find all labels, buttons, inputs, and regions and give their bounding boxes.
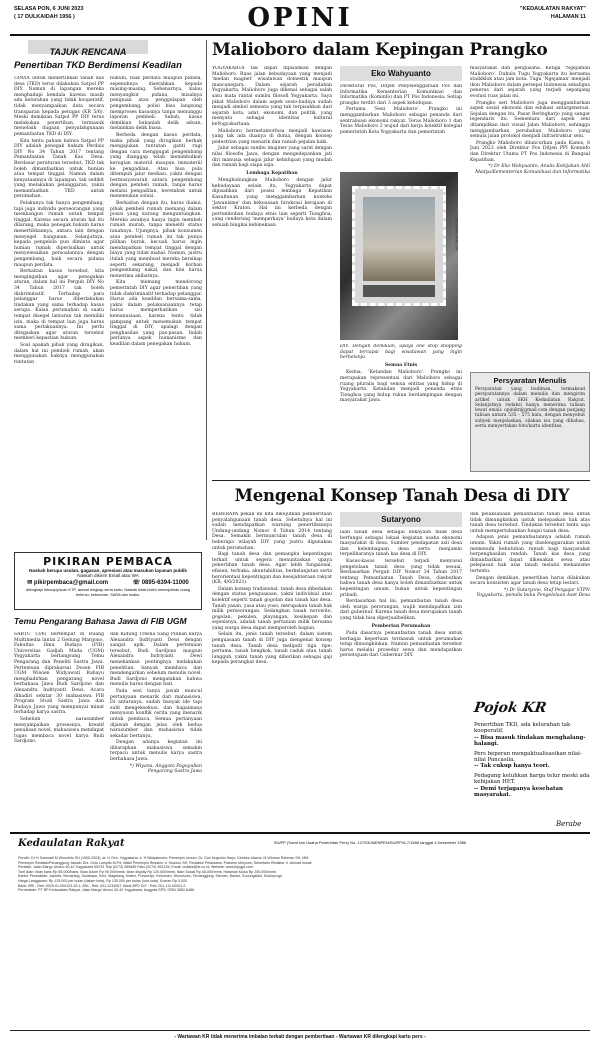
paragraph: BEBERAPA pekan ini kita dikejutkan pemberitaan penyalahgunaan tanah desa. Sebetulnya hal ini sudah mendapatkan warning penertibannya Undang-undang Nomor 6 Tahun 2014 tentang Desa. Semakin bermunculan tanah desa di beberapa wilayah DIY yang justru digunakan untuk perumahan. — [212, 512, 332, 551]
paragraph: Malioboro bermetamorfosa menjadi kawasan yang tak ada duanya di dunia, dengan konsep pedestrian yang menarik dan ramah pejalan kaki. — [212, 128, 332, 145]
masthead-rule — [10, 832, 590, 834]
paragraph: Jalur sebagai sumbu imajiner yang sarat dengan nilai filosofis Jawa, dengan mengedepankan jati diri manusia sebagai jalur kehidupan yang mudah dan ramah bagi siapa saja. — [212, 146, 332, 169]
tajuk-col-2 — [110, 76, 202, 546]
masthead-line: Tarif Iklan: Iklan baris Rp 55.000/baris; Iklan kolom Rp 90.000/mmk; Iklan display Rp 125.000/mmk; Iklan Sosial Rp 45.000/mmk; Halaman Muka Rp 250.000/mmk — [18, 869, 277, 874]
paragraph: Selain itu, jenis tanah tersebut, dalam sistem penguasaan tanah di DIY juga mengenal konsep tanah desa. Tanah desa meliputi tiga tipe: pertama, tanah bengkok, tanah caduk atau tanah lungguh, yakni tanah yang diberikan sebagai gaji kepada perangkat desa. — [212, 632, 332, 666]
photo-caption: DIY. Dengan demikian, upaya one stop shopping dapat tercapai bagi wisatawan yang ingin berbelanja. — [340, 344, 462, 361]
paragraph: Berkaitan dengan itu, harus diakui, pihak pembeli rumah memang dalam posisi yang kurang menguntungkan. Mereka awalnya hanya ingin membeli rumah murah, tanpa meneliti status tanahnya. Ujungnya, pihak konsumen atau pembeli rumah ini tak punya pilihan buruk, kecuali harus ingin mendapatkan tempat tinggal dengan biaya yang tidak mahal. Namun, justru itulah yang membuat mereka bersikap seperti sekarang, menjadi korban pengembang nakal, dan kini harus menerima akibatnya. — [110, 201, 202, 279]
tajuk-col-1 — [14, 76, 104, 546]
masthead-siupp: SIUPP (Surat Izin Usaha Penerbitan Pers) No. 127/SK/MENPEN/SIUPP/A.7/1986 tanggal 4 Desember 1986 — [273, 840, 467, 845]
mengenal-headline: Mengenal Konsep Tanah Desa di DIY — [234, 486, 570, 505]
paragraph: UPAYA untuk menertibkan tanah kas desa (TKD) terus dilakukan Satpol PP DIY. Namun di lapangan mereka menghadapi kendala karena masih ada kelurahan yang tidak kooperatif, tidak menyampaikan data secara transparan kepada petugas (KR 5/6). Meski demikian Satpol PP DIY terus melakukan penertiban, termasuk menelisik dugaan penyalahgunaan pemanfaatan TKD di DIY. — [14, 76, 104, 137]
pojok-item-reply: -- Demi terjaganya kesehatan masyarakat. — [474, 785, 563, 799]
pojok-signature: Berabe — [556, 820, 582, 828]
persyaratan-text: Persyaratan yang budiman, termaksud persyaratannya dalam menulis dan mengirim artikel untuk SKH Kedaulatan Rakyat. Selanjutnya redaksi hanya menerima tulisan lewat email: opinikr@gmail.com dengan panjang tulisan antara 535 - 575 kata, dengan menyebut subyek menjelaskan, silakan isu yang dibahas, serta menyertakan foto/kartu identitas. — [475, 387, 585, 430]
malioboro-signoff: *) Dr Eko Wahyuanto, Analis Kebijakan Ahli Madya/Kementerian Komunikasi dan Informatika — [475, 164, 590, 175]
masthead-line: Percetakan: PT BP Kedaulatan Rakyat, Jalan Margo Utomo 40-42 Yogyakarta; Anggota SPS; ISSN 0852-6486 — [18, 888, 195, 893]
paragraph: Pelakunya tak hanya pengembang, tapi juga individu perseorangan yang membangun rumah untuk tempat tinggal. Karena secara aturan hal itu dilarang, maka penegak hukum harus menertibkannya, antara lain dengan menyegel bangunan. Selanjutnya, kepada pengelola pun diminta agar hunian rumah diperisalkan untuk menyelesaikan persoalannya dengan pengembang, baik secara pidana maupun perdata. — [14, 201, 104, 268]
paragraph: Pada sesi tanya jawab muncul pertanyaan menarik dari mahasiswa. Di antaranya, sudah banyak ide tapi sulit mengeksekusi, dan bagaimana menyusun konflik cerita yang menarik untuk pembaca. Semua pertanyaan dijawab dengan jelas oleh kedua narasumber dan mahasiswa tidak sekadar bertanya. — [110, 688, 202, 739]
mengenal-col-c — [470, 512, 590, 692]
paragraph: Direktorat Pos, Ditjen Penyelenggaraan Pos dan Informatika Kementerian Komunikasi dan Informatika (Kominfo) dan PT Pos Indonesia. Setiap prangko terdiri dari 3 aspek kehidupan. — [340, 84, 462, 106]
fib-col-1 — [14, 632, 104, 822]
paragraph: dan Kidung Tresna Sang Pilihan karya Alexandra Indriyanti Dewi dengan sangat apik. Dalam pertemuan tersebut, Budi Sardjono maupun Alexandra Indriyanti Dewi menekankan pentingnya melakukan penelitian, banyak membaca dan mendengarkan sebelum menulis novel. Budi Sardjono mengatakan bahwa menulis harus dengan hati. — [110, 632, 202, 688]
pojok-item-reply: -- Bisa masuk tindakan menghalang-halangi. — [474, 734, 586, 748]
pojok-title: Pojok KR — [472, 700, 548, 716]
tajuk-label-text: TAJUK RENCANA — [49, 47, 127, 57]
section-rule — [212, 480, 590, 481]
masthead-body — [18, 856, 588, 893]
pikiran-whatsapp[interactable]: ☏ 0895-6394-11000 — [132, 580, 189, 586]
mengenal-col-a — [212, 512, 332, 827]
masthead-line: Kantor Perwakilan: Jakarta, Semarang, Surabaya, Solo, Magelang, Klaten, Purworejo, Kebumen, Wonosobo, Temanggung, Sleman, Bantul, Gunungkidul, Kulonprogo — [18, 874, 283, 879]
paragraph: Menghubungkan Malioboro dengan jalur kebudayaan selain itu, Yogyakarta dapat dipisahkan dari posisi lembaga Kepatihan Kasultanan yang menggambarkan konteks 'Jawanisme' dan kekuasaan birokrasi kerajaan di sektor Kraton. Hal ini kerbeda dengan pertumbuhan budaya etnis lain seperti Tionghoa, yang cenderung 'memperkaya' budaya kota dalam sebuah bingkai kebinekaan. — [212, 178, 332, 229]
malioboro-col-b-bottom — [340, 344, 462, 474]
fib-headline: Temu Pengarang Bahasa Jawa di FIB UGM — [14, 616, 187, 626]
pikiran-email[interactable]: ✉ pikirpembaca@gmail.com — [27, 580, 109, 586]
paragraph: Berkaitan kasus tersebut, kita mengingatkan agar penegakan aturan, dalam hal ini Pergub DIY No 34 Tahun 2017 tak boleh diskriminatif. Terhadap para pelanggar harus diberlakukan tindakan yang sama terhadap kasus serupa. Kalau perumahan di suatu tempat disegel lantaran tak memiliki izin, maka di tempat lain juga harus sama perlakuannya. Ini perlu ditegaskan agar aturan tersebut memberi kepastian hukum. — [14, 269, 104, 342]
masthead-line: Harga Langganan: Rp 125.000 per bulan (dalam kota), Rp 135.000 per bulan (luar kota). Eceran Rp 5.000 — [18, 878, 188, 883]
fib-col-2 — [110, 632, 202, 822]
section-title: OPINI — [247, 3, 353, 33]
pikiran-pembaca-send: Naskah dikirim Email atau WA — [77, 573, 139, 578]
paragraph: Bagi tanah desa dan pemangku kepentingan terkait untuk segera menuntaskan upaya penertiban tanah desa. Agar lebih fungsional, efisien, terbuka, akuntabilitas, berkelanjutan serta berorientasi kepentingan dan kesejahteraan rakyat (KR, 4/6/2023). — [212, 552, 332, 586]
malioboro-author: Eko Wahyuanto — [340, 66, 462, 81]
paragraph: Berbeda dengan kasus perdata, maka pihak yang dirugikan berhak mengajukan tuntutan ganti rugi dengan cara menggugat pengembang yang dianggap telah menimbulkan kerugian materiil maupun immateriil ke pengadilan. Atau bisa pula ditempuh jalur mediasi, yakni dengan bermusyawarah antara pengembang dengan pembeli rumah, tanpa harus melalui pengadilan, berembuk untuk menemukan solusi. — [110, 132, 202, 200]
pojok-item: Penertiban TKD, ada kelurahan tak kooperatif. — [474, 722, 571, 735]
subheading-semua-etnis: Semua Etnis — [384, 362, 418, 368]
paragraph: Prangko seri Malioboro juga menggambarkan aspek sosial ekonomi dan edukasi antargenerasi. Sejalan dengan itu, Pasar Beringharjo yang sangat legendaris itu. Sementara dari aspek seni ditampilkan dari visual Jalan Malioboro, sehingga menggambarkan perubahan Malioboro yang semula jalan protokol menjadi infrastruktur seni. — [470, 100, 590, 140]
header-hijri: ( 17 DULKAIDAH 1956 ) — [14, 14, 75, 20]
paragraph: Kita memang mendorong pemerintah DIY agar penertiban yang tidak diskriminatif terhadap pelanggar. Harus ada keadilan bersama-sama, yakni dalam pelaksanaannya tetap harus memperhatikan sisi kemanusiaan, karena tentu tidak gampang untuk menemukan tempat tinggal di DIY, apalagi dengan penghasilan yang pas-pasan. Inilah perlunya aspek humanisme dan keadilan dalam penegakan hukum. — [110, 280, 202, 347]
header-paper-name: "KEDAULATAN RAKYAT" — [519, 6, 586, 12]
persyaratan-box — [470, 372, 590, 472]
malioboro-col-a — [212, 66, 332, 476]
paragraph: Adapun jenis pemanfaatannya adalah rumah umum. Yakni rumah yang diselenggarakan untuk memenuhi kebutuhan rumah bagi masyarakat berpenghasilan rendah. Tanah kas desa yang dimanfaatkan dapat dikenakan sewa atau pelepasan hak atas tanah melalui mekanisme tertentu. — [470, 535, 590, 574]
mengenal-col-b — [340, 530, 462, 827]
pikiran-pembaca-terms: dilengkapi fotocopy/scan KTP, alamat lengkap serta kartu. Naskah tidak boleh memojokkan orang tertentu, kebencian, SARA dan hoaks. — [25, 588, 191, 597]
pojok-item: Pedagang keluhkan harga telur meski ada kebijakan HET. — [474, 772, 590, 786]
pojok-list — [474, 722, 590, 798]
footer-notice: - Wartawan KR tidak menerima imbalan terkait dengan pemberitaan - Wartawan KR dilengkapi kartu pers - — [174, 1034, 426, 1040]
stamp-photo — [340, 172, 458, 340]
header-page-number: HALAMAN 11 — [550, 14, 586, 20]
malioboro-col-b-top — [340, 84, 462, 170]
paragraph: dan pelaksanaan pemanfaatan tanah desa untuk tidak dimungkinkan untuk melepaskan hak atas tanah desa tersebut. Tindakan tersebut tentu saja untuk mempertahankan fungsi tanah desa. — [470, 512, 590, 534]
paragraph: Dengan demikian, penertiban harus dilakukan secara konsisten agar tanah desa tetap lestari. — [470, 575, 590, 587]
pikiran-pembaca-intro: Naskah berupa usulan, gagasan, apresiasi atau masukan layanan publik — [29, 568, 187, 573]
paragraph: Dengan adanya kegiatan ini diharapkan mahasiswa semakin terpacu untuk menulis karya sastra berbahasa Jawa. — [110, 740, 202, 763]
paragraph: Kasus-kasus tersebut terjadi menyusul pengelolaan tanah desa yang tidak sesuai. Berdasarkan Pergub DIY Nomor 34 Tahun 2017 tentang Pemanfaatan Tanah Desa, disebutkan bahwa tanah desa hanya boleh dimanfaatkan untuk kepentingan umum, bukan untuk kepentingan pribadi. — [340, 558, 462, 598]
paragraph: Dalam konsep tradisional, tanah desa dibedakan dengan status penguasaan, yakni individual atau kolektif seperti tanah gogolan dan tanah kas desa. Tanah yasan, yasa atau yoso, merupakan tanah hak milik perseorangan. Sedangkan tanah norowito, gogolan, pekulen, playangan, kesikepan dan sejenisnya, adalah tanah pertanian milik bersama yang warga desa dapat memperoleh bagian. — [212, 586, 332, 631]
pikiran-pembaca-box — [14, 552, 202, 610]
paragraph: Soal apakah pihak yang dirugikan, dalam hal ini pembeli rumah, akan menggunakan haknya menggunakan tuntutan — [14, 342, 104, 365]
paragraph: laan tanah desa sebagai kekayaan milik desa berfungsi sebagai lokasi kegiatan usaha ekonomi masyarakat di desa. Sumber pendapatan asli desa dan kelembagaan desa serta menjamin terpeliharanya tanah kas desa di DIY. — [340, 530, 462, 558]
persyaratan-title: Persyaratan Menulis — [493, 376, 567, 385]
paragraph: masyarakat dan pengusaha. Ketiga 'Ngejaman Malioboro'. Dahulu Tugu Yogyakarta itu bernama stadsklok atau jam kota. Tugu 'Ngejaman' menjadi ikon Malioboro dalam persepsi Indonesia sekaligus penerus dari sejarah yang terjadi sepanjang evolusi ruas jalan ini. — [470, 66, 590, 99]
header-rule — [10, 34, 590, 36]
photo-credit: KR-JAYU SANTOSO — [455, 217, 459, 250]
masthead-line: Pendiri: Dr H Soemadi M Wonohito SH (1905-2003); dr. H Gen. Yogyakarta; Ir. H Widyatmoko; Pemimpin Umum: Dr. Gun Nugroho Harjo; Direktur Utama: M Wirman Rahman SH, MM — [18, 856, 309, 860]
paragraph: Kedua, 'Ketandan Malioboro'. Prangko ini merupakan representasi dari Malioboro sebagai ruang pluralis bagi semua entitas yang hidup di Yogyakarta. Ketandan menjadi penanda etnis Tionghoa yang hidup rukun berdampingan dengan masyarakat Jawa. — [340, 370, 462, 404]
tajuk-label — [28, 40, 148, 57]
masthead-line: Pemimpin Redaksi/Penanggung Jawab: Drs. Octo Lampito M.Pd; Wakil Pemimpin Redaksi: Ir. Hudono SH; Redaktur Pelaksana: Pratomo Mulyono; Sekretaris Redaksi: Ir. Ahmad Ismail — [18, 860, 312, 865]
paragraph: YOGYAKARTA tak dapat dipisahkan dengan Malioboro. Ruas jalan kebudayaan yang menjadi 'medan magnet' wisatawan domestik maupun mancanegara. Dalam sejarah peradaban Yogyakarta, Malioboro juga dikenal sebagai salah satu mata rantai sumbu filosofi Yogyakarta. Saya pikat Malioboro dalam aspek sosio-budaya sudah menjadi simbol semesta yang tak terpisahkan dari sejarah kota, adat, ekonomi, dan politik, yang menyatu sebagai identitas kultural keYogyakartaan. — [212, 66, 332, 127]
column-divider — [206, 40, 207, 540]
pikiran-pembaca-title: PIKIRAN PEMBACA — [43, 555, 173, 568]
paragraph: Prangko Malioboro diluncurkan pada Kamis, 8 Juni 2023 oleh Direktur Pos Ditjen PPI Kominfo dan Direktur Utama PT Pos Indonesia di Bangsal Kepatihan. — [470, 140, 590, 163]
pojok-item: Pers beperan mengaktualisasikan nilai-nilai Pancasila. — [474, 750, 582, 764]
subheading-perumahan: Pemberian Perumahan — [371, 623, 431, 629]
footer-rule — [10, 1030, 590, 1031]
header-date: SELASA PON, 6 JUNI 2023 — [14, 6, 84, 12]
paragraph: Kita tentu paham bahwa Satpol PP DIY adalah penegak hukum Perdais DIY No 34 Tahun 2017 tentang Pemanfaatan Tanah Kas Desa. Berdasar peraturan tersebut, TKD tak boleh dimanfaatkan untuk hunian atau tempat tinggal. Namun dalam kenyataannya di lapangan, tak sedikit yang melakukan pelanggaran, yakni memanfaatkan TKD untuk perumahan. — [14, 138, 104, 200]
subheading-lembaga: Lembaga Kepatihan — [246, 170, 298, 176]
masthead-line: Redaksi: Jalan Margo Utomo 40-42 Yogyakarta 55233 Telp (0274) 565685 Faks (0274) 563125; Email: redaksi@kr.co.id; Website: www.krjogja.com — [18, 865, 253, 870]
tajuk-headline: Penertiban TKD Berdimensi Keadilan — [14, 60, 182, 71]
malioboro-col-c — [470, 66, 590, 366]
pojok-item-reply: -- Tak cukup hanya teori. — [474, 763, 550, 770]
paragraph: Berdasarkan hal ini, pemanfaatan tanah desa oleh warga perorangan, wajib mendapatkan izin dari gubernur. Karena tanah desa merupakan tanah yang tidak bisa diperjualbelikan. — [340, 599, 462, 621]
paragraph: SABTU (3/6) bertempat di Ruang Multimedia lantai 2 Gedung Margono, Fakultas Ilmu Budaya (FIB) Universitas Gadjah Mada (UGM) Yogyakarta berlangsung Temu Pengarang dan Peneliti Sastra Jawa. Pertemuan diprakarsai Dosen FIB UGM Wiwien Widyawati Rahayu menghadirkan pengarang novel berbahasa Jawa Budi Sardjono dan Alexandra Indriyanti Dewi. Acara dihadiri sekitar 30 mahasiswa FIB Program Studi Sastra Jawa dan Budaya Jawa yang mempunyai minat terhadap karya sastra. — [14, 632, 104, 716]
mengenal-author: Sutaryono — [340, 512, 462, 527]
malioboro-headline: Malioboro dalam Kepingan Prangko — [212, 40, 548, 60]
paragraph: Pada dasarnya pemanfaatan tanah desa untuk berbagai keperluan termasuk untuk perumahan tetap dimungkinkan. Namun pemanfaatan tersebut harus melalui prosedur sewa dan mendapatkan persetujuan dari Gubernur DIY. — [340, 631, 462, 659]
paragraph: Pertama 'Seni Malioboro'. Prangko ini menggambarkan Malioboro sebagai penanda dari sentralisasi ekonomi rakyat. Teras Malioboro 1 dan Teras Malioboro 2 wujud dari kerja kolektif kolegial pemerintah Kota Yogyakarta dan pemerintah — [340, 107, 462, 135]
masthead-line: Bank: BRI - Rek: 0029-01-000123-30-1; BNI - Rek: 001-1234567; Bank BPD DIY - Rek: 001-111-00001-2 — [18, 883, 186, 888]
paragraph: Sebelum narasumber menyampaikan prosesnya, kreatif penulisan novel, mahasiswa mendapat tugas membaca novel karya Budi Sardjono. — [14, 716, 104, 745]
masthead-logo: Kedaulatan Rakyat — [18, 838, 125, 849]
mengenal-signoff: *) Dr Sutaryono, Staf Pengajar STPN Yogyakarta, penulis buku Pengelolaan Aset Desa — [476, 587, 590, 599]
fib-signoff: *) Wiyana, Anggota Paguyuban Pengarang Sastra Jawa — [129, 763, 202, 775]
paragraph: hukum, baik perdata maupun pidana, sepenuhnya diserahkan kepada masing-masing. Sebenarnya, kalau menyangkut pidana, misalnya penipuan atau penggelapan oleh pengembang, polisi bisa langsung memproses kasusnya tanpa menunggu laporan pembeli. Sebab, kasus demikian bukanlah delik aduan, melainkan delik biasa. — [110, 76, 202, 132]
